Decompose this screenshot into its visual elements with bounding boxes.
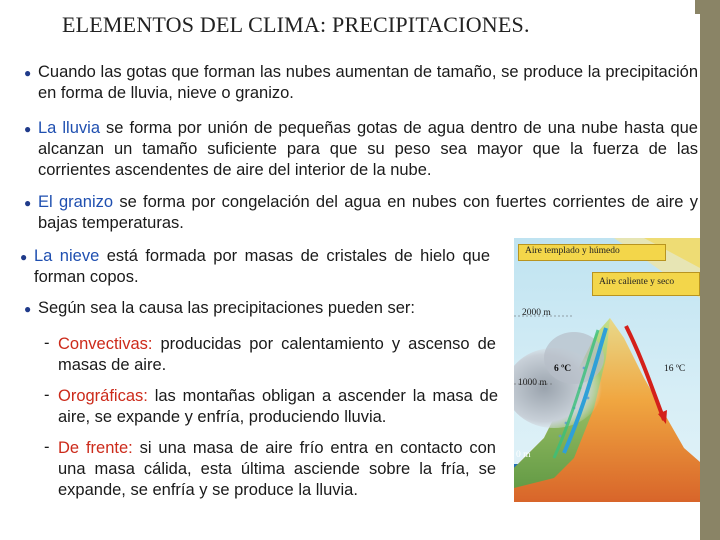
bullet-3-highlight: El granizo xyxy=(38,193,114,211)
warm-humid-air-box xyxy=(518,244,666,261)
bullet-5-paragraph xyxy=(38,298,508,319)
altitude-1000-label: 1000 m xyxy=(518,378,547,388)
type-1-paragraph xyxy=(58,334,496,376)
bullet-2-highlight: La lluvia xyxy=(38,119,100,137)
type-3-text: si una masa de aire frío entra en contacto con una masa cálida, esta última asciende sobre la fría, se expande, se enfría y se produce la lluvia. xyxy=(58,439,496,499)
altitude-0-label: 0 m xyxy=(516,450,531,460)
bullet-4-highlight: La nieve xyxy=(34,247,100,265)
bullet-4-marker: ● xyxy=(20,250,28,264)
bullet-1-paragraph xyxy=(38,62,698,104)
bullet-4-paragraph xyxy=(34,246,490,288)
type-3-name: De frente: xyxy=(58,439,133,457)
side-decoration-bar xyxy=(700,0,720,540)
type-1-name: Convectivas: xyxy=(58,335,153,353)
bullet-2-text: se forma por unión de pequeñas gotas de agua dentro de una nube hasta que alcanzan un tamaño suficiente para que su peso sea mayor que la fuerza de las corrientes ascendentes de aire del interior de la nube. xyxy=(38,119,698,179)
bullet-1-text: Cuando las gotas que forman las nubes aumentan de tamaño, se produce la precipitación en forma de lluvia, nieve o granizo. xyxy=(38,63,698,102)
type-1-dash: - xyxy=(44,334,50,352)
bullet-1-marker: ● xyxy=(24,66,32,80)
type-2-text: las montañas obligan a ascender la masa de aire, se expande y enfría, produciendo lluvia. xyxy=(58,387,498,426)
type-1-text: producidas por calentamiento y ascenso de masas de aire. xyxy=(58,335,496,374)
hot-dry-air-label: Aire caliente y seco xyxy=(599,277,675,287)
type-2-name: Orográficas: xyxy=(58,387,148,405)
side-decoration-tab xyxy=(695,0,700,14)
bullet-2-paragraph xyxy=(38,118,698,181)
bullet-2-marker: ● xyxy=(24,122,32,136)
type-2-dash: - xyxy=(44,386,50,404)
temperature-right-label: 16 ºC xyxy=(664,364,686,374)
bullet-3-paragraph xyxy=(38,192,698,234)
bullet-3-marker: ● xyxy=(24,196,32,210)
bullet-5-marker: ● xyxy=(24,302,32,316)
type-2-paragraph xyxy=(58,386,498,428)
type-3-dash: - xyxy=(44,438,50,456)
hot-dry-air-box xyxy=(592,272,700,296)
type-3-paragraph xyxy=(58,438,496,501)
temperature-left-label: 6 ºC xyxy=(554,364,572,374)
slide-title: ELEMENTOS DEL CLIMA: PRECIPITACIONES. xyxy=(62,12,530,37)
bullet-4-text: está formada por masas de cristales de hielo que forman copos. xyxy=(34,247,491,286)
warm-humid-air-label: Aire templado y húmedo xyxy=(525,246,620,256)
orographic-diagram xyxy=(514,238,700,502)
bullet-3-text: se forma por congelación del agua en nubes con fuertes corrientes de aire y bajas temperaturas. xyxy=(38,193,698,232)
altitude-2000-label: 2000 m xyxy=(522,308,551,318)
bullet-5-text: Según sea la causa las precipitaciones pueden ser: xyxy=(38,299,415,317)
